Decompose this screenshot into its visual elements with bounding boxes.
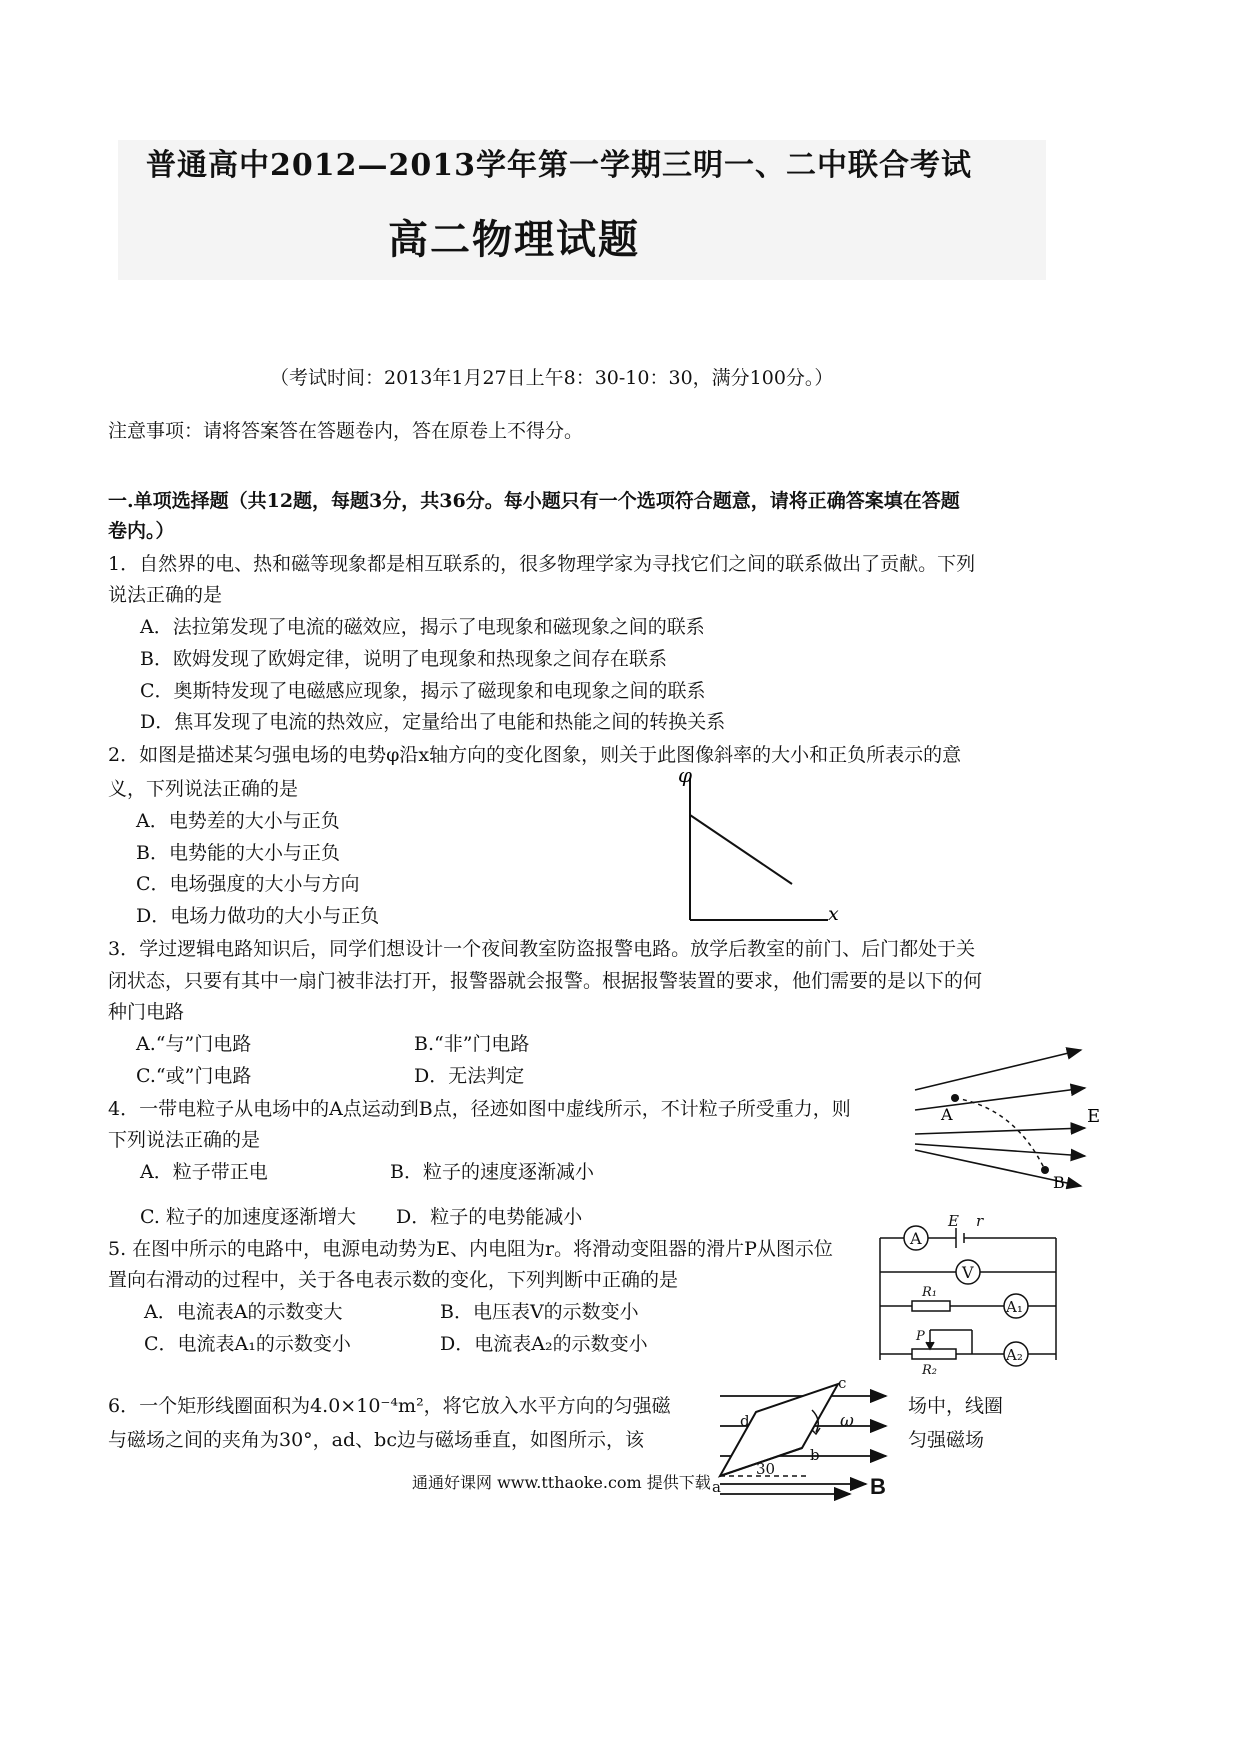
q1-option-c: C．奥斯特发现了电磁感应现象，揭示了磁现象和电现象之间的联系 [140,680,706,702]
q4-label-b: B [1053,1173,1065,1192]
q5-stem: 5. 在图中所示的电路中，电源电动势为E、内电阻为r。将滑动变阻器的滑片P从图示位 [108,1238,833,1260]
paper-title: 高二物理试题 [388,217,640,263]
q2-stem-cont: 义，下列说法正确的是 [108,778,299,800]
q4-field-line [915,1144,1085,1156]
q1-option-a: A．法拉第发现了电流的磁效应，揭示了电现象和磁现象之间的联系 [140,616,705,638]
q5-label-a: A [910,1229,922,1248]
q4-particle-path [955,1098,1045,1170]
q5-label-a2: A₂ [1006,1346,1023,1364]
q3-option-b: B.“非”门电路 [414,1033,530,1055]
q4-stem-cont: 下列说法正确的是 [108,1129,261,1151]
q5-rheostat-r2 [912,1349,956,1359]
q1-stem-cont: 说法正确的是 [108,584,223,606]
q5-option-b: B．电压表V的示数变小 [440,1301,639,1323]
q4-label-e: E [1087,1106,1101,1127]
q2-option-a: A．电势差的大小与正负 [136,810,340,832]
q4-field-line [915,1128,1085,1134]
q6-stem-cont-right: 匀强磁场 [908,1429,985,1451]
q3-option-d: D．无法判定 [414,1065,525,1087]
q4-option-a: A．粒子带正电 [140,1161,268,1183]
q4-label-a: A [941,1105,953,1124]
q5-option-a: A．电流表A的示数变大 [144,1301,343,1323]
q2-potential-graph [660,760,860,930]
q5-label-e: E [948,1212,959,1230]
q3-option-a: A.“与”门电路 [136,1033,252,1055]
q1-stem: 1．自然界的电、热和磁等现象都是相互联系的，很多物理学家为寻找它们之间的联系做出了贡献。下列 [108,553,976,575]
q5-label-p: P [916,1329,925,1344]
q4-option-c: C. 粒子的加速度逐渐增大 [140,1206,356,1228]
q6-label-c: c [838,1374,847,1392]
q5-circuit-diagram [872,1212,1062,1378]
q6-label-d: d [740,1412,750,1430]
q4-option-b: B．粒子的速度逐渐减小 [390,1161,594,1183]
q5-label-v: V [962,1263,974,1282]
q2-x-label: x [828,903,839,925]
q5-resistor-r1 [912,1301,950,1311]
q2-option-b: B．电势能的大小与正负 [136,842,340,864]
q3-stem-cont2: 种门电路 [108,1001,185,1023]
exam-info: （考试时间：2013年1月27日上午8：30-10：30，满分100分。） [270,367,834,389]
q4-point-b [1041,1166,1049,1174]
q5-option-d: D．电流表A₂的示数变小 [440,1333,648,1355]
section-heading-cont: 卷内。） [108,520,175,542]
q6-stem-right: 场中，线圈 [908,1395,1004,1417]
q6-label-angle: 30 [756,1460,776,1478]
exam-title: 普通高中2012—2013学年第一学期三明一、二中联合考试 [146,148,972,183]
q6-label-omega: ω [840,1411,854,1431]
q2-y-label: φ [678,763,693,787]
q6-label-b: b [810,1446,820,1464]
q6-stem: 6．一个矩形线圈面积为4.0×10⁻⁴m²，将它放入水平方向的匀强磁 [108,1395,671,1417]
q1-option-b: B．欧姆发现了欧姆定律，说明了电现象和热现象之间存在联系 [140,648,667,670]
q5-label-a1: A₁ [1006,1298,1023,1316]
q1-option-d: D．焦耳发现了电流的热效应，定量给出了电能和热能之间的转换关系 [140,711,726,733]
q5-option-c: C．电流表A₁的示数变小 [144,1333,351,1355]
q4-field-diagram [905,1038,1105,1198]
q2-option-d: D．电场力做功的大小与正负 [136,905,380,927]
q4-option-d: D．粒子的电势能减小 [396,1206,583,1228]
q3-stem: 3．学过逻辑电路知识后，同学们想设计一个夜间教室防盗报警电路。放学后教室的前门、后门都处于关 [108,938,976,960]
q3-stem-cont: 闭状态，只要有其中一扇门被非法打开，报警器就会报警。根据报警装置的要求，他们需要的是以下的何 [108,970,983,992]
q5-label-r2: R₂ [922,1363,937,1378]
q6-stem-cont: 与磁场之间的夹角为30°，ad、bc边与磁场垂直，如图所示，该 [108,1429,644,1451]
footer-source: 通通好课网 www.tthaoke.com 提供下载 [412,1473,711,1492]
q6-label-b-field: B [870,1474,886,1499]
notice: 注意事项：请将答案答在答题卷内，答在原卷上不得分。 [108,420,584,442]
q5-label-r1: R₁ [922,1285,937,1300]
q4-field-line [915,1050,1081,1090]
q4-point-a [951,1094,959,1102]
q2-potential-line [690,815,792,884]
q6-rectangular-coil [720,1384,838,1476]
q6-label-a: a [712,1478,721,1496]
q2-option-c: C．电场强度的大小与方向 [136,873,360,895]
q5-label-r: r [976,1212,984,1230]
q2-stem: 2．如图是描述某匀强电场的电势φ沿x轴方向的变化图象，则关于此图像斜率的大小和正负所表示的意 [108,744,962,766]
q5-stem-cont: 置向右滑动的过程中，关于各电表示数的变化，下列判断中正确的是 [108,1269,679,1291]
section-heading: 一.单项选择题（共12题，每题3分，共36分。每小题只有一个选项符合题意，请将正确答案填在答题 [108,490,960,512]
q3-option-c: C.“或”门电路 [136,1065,252,1087]
q4-stem: 4．一带电粒子从电场中的A点运动到B点，径迹如图中虚线所示，不计粒子所受重力，则 [108,1098,851,1120]
